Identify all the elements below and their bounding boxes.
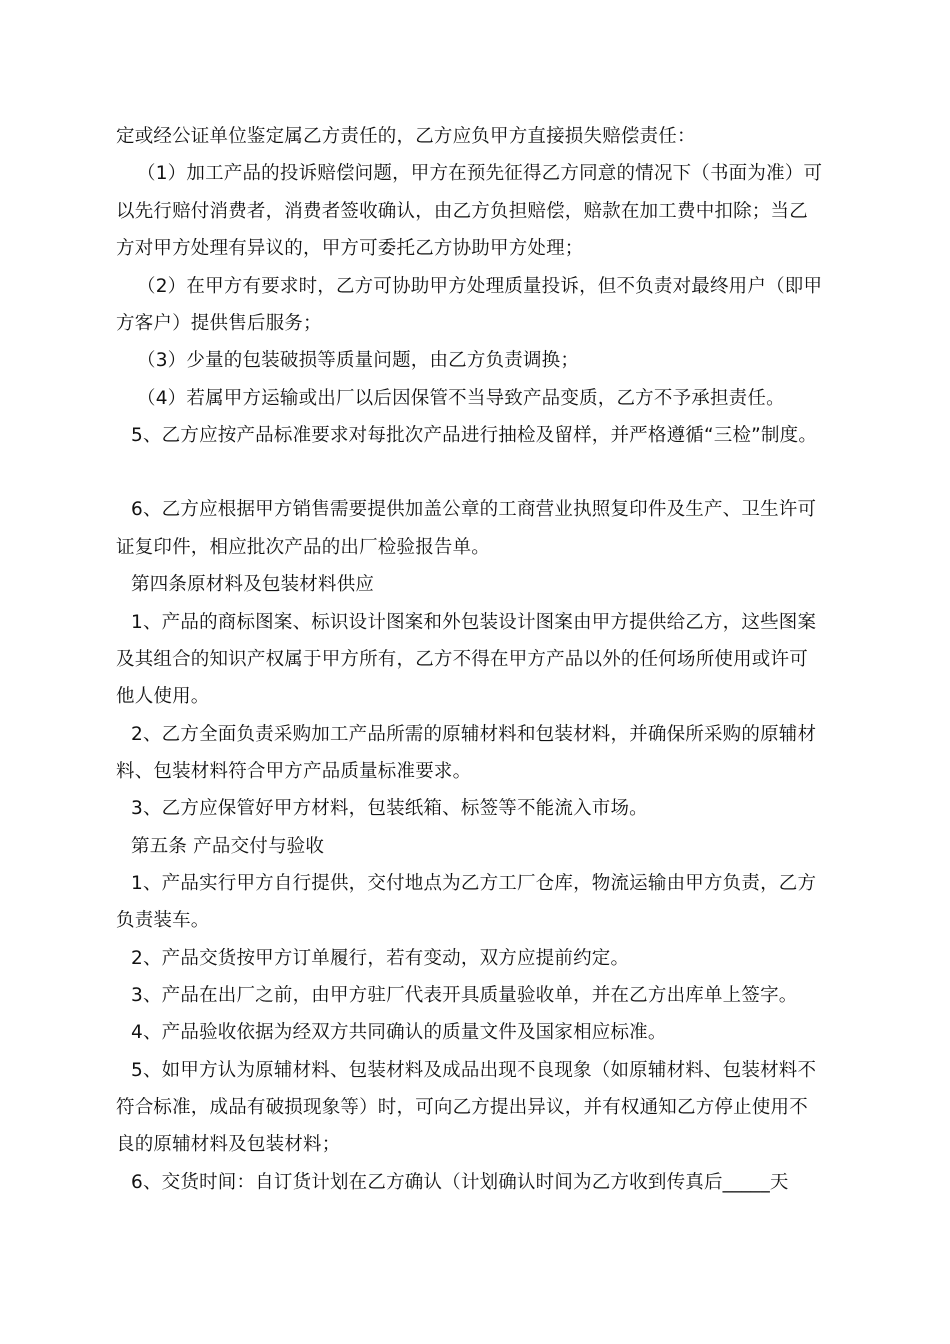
text-line: 良的原辅材料及包装材料；: [116, 1134, 341, 1155]
text-line: 料、包装材料符合甲方产品质量标准要求。: [116, 761, 472, 782]
text-line: 5、如甲方认为原辅材料、包装材料及成品出现不良现象（如原辅材料、包装材料不: [131, 1060, 817, 1081]
text-line: 5、乙方应按产品标准要求对每批次产品进行抽检及留样，并严格遵循“三检”制度。: [131, 425, 818, 446]
text-line: 1、产品实行甲方自行提供，交付地点为乙方工厂仓库，物流运输由甲方负责，乙方: [131, 873, 817, 894]
text-line: 1、产品的商标图案、标识设计图案和外包装设计图案由甲方提供给乙方，这些图案: [131, 612, 817, 633]
text-line: 方客户）提供售后服务；: [116, 313, 322, 334]
text-line: 他人使用。: [116, 686, 210, 707]
text-line: 4、产品验收依据为经双方共同确认的质量文件及国家相应标准。: [131, 1022, 667, 1043]
text-line: 证复印件，相应批次产品的出厂检验报告单。: [116, 537, 491, 558]
text-line: 6、交货时间：自订货计划在乙方确认（计划确认时间为乙方收到传真后_____天: [131, 1172, 789, 1193]
text-line: 方对甲方处理有异议的，甲方可委托乙方协助甲方处理；: [116, 238, 584, 259]
text-line: 6、乙方应根据甲方销售需要提供加盖公章的工商营业执照复印件及生产、卫生许可: [131, 499, 817, 520]
text-line: 以先行赔付消费者，消费者签收确认，由乙方负担赔偿，赔款在加工费中扣除；当乙: [116, 201, 808, 222]
text-line: （3）少量的包装破损等质量问题，由乙方负责调换；: [137, 350, 580, 371]
text-line: 3、乙方应保管好甲方材料，包装纸箱、标签等不能流入市场。: [131, 798, 648, 819]
text-line: （2）在甲方有要求时，乙方可协助甲方处理质量投诉，但不负责对最终用户（即甲: [137, 276, 823, 297]
text-line: 2、乙方全面负责采购加工产品所需的原辅材料和包装材料，并确保所采购的原辅材: [131, 724, 817, 745]
text-line: （1）加工产品的投诉赔偿问题，甲方在预先征得乙方同意的情况下（书面为准）可: [137, 163, 823, 184]
text-line: 3、产品在出厂之前，由甲方驻厂代表开具质量验收单，并在乙方出库单上签字。: [131, 985, 798, 1006]
section-heading: 第五条 产品交付与验收: [131, 836, 325, 857]
text-line: 符合标准，成品有破损现象等）时，可向乙方提出异议，并有权通知乙方停止使用不: [116, 1097, 808, 1118]
text-line: （4）若属甲方运输或出厂以后因保管不当导致产品变质，乙方不予承担责任。: [137, 388, 785, 409]
section-heading: 第四条原材料及包装材料供应: [131, 574, 375, 595]
text-line: 及其组合的知识产权属于甲方所有，乙方不得在甲方产品以外的任何场所使用或许可: [116, 649, 808, 670]
text-line: 定或经公证单位鉴定属乙方责任的，乙方应负甲方直接损失赔偿责任：: [116, 126, 696, 147]
text-line: 负责装车。: [116, 910, 210, 931]
text-line: 2、产品交货按甲方订单履行，若有变动，双方应提前约定。: [131, 948, 630, 969]
